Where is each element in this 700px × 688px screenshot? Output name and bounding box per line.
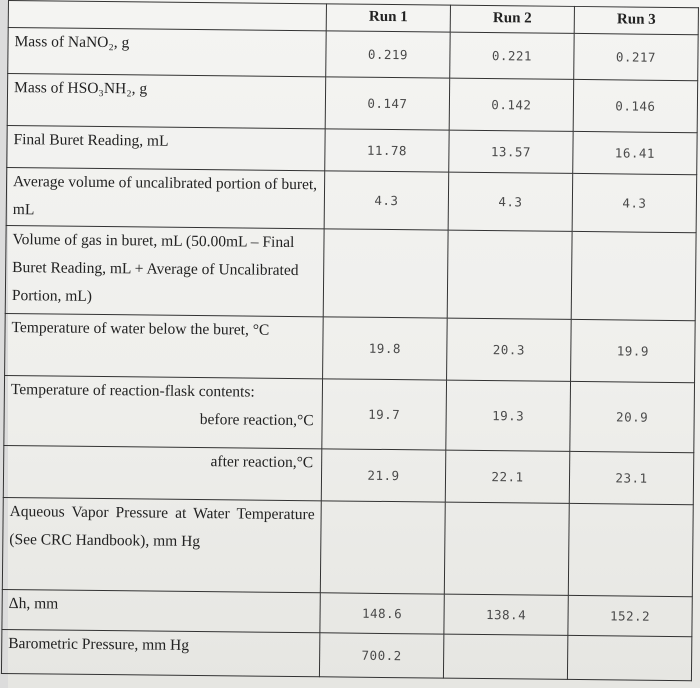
run2-value: [443, 634, 567, 679]
run3-value: [567, 635, 691, 680]
run1-value: 4.3: [324, 171, 449, 230]
run3-value: 20.9: [570, 381, 695, 452]
row-label: Temperature of reaction-flask contents:: [10, 381, 255, 401]
row-label-group: [4, 375, 323, 448]
row-label: Final Buret Reading, mL: [7, 125, 325, 170]
table-row: [5, 225, 696, 320]
run3-value: 0.217: [574, 33, 698, 80]
run1-value: 0.147: [325, 77, 450, 130]
run3-value: [568, 503, 693, 596]
run3-value: 16.41: [573, 131, 697, 174]
table-row: [1, 629, 691, 680]
row-label: Aqueous Vapor Pressure at Water Temperature (See CRC Handbook), mm Hg: [2, 497, 321, 592]
header-run-2: Run 2: [450, 5, 574, 33]
run1-value: 700.2: [319, 633, 443, 678]
row-label: Average volume of uncalibrated portion of buret, mL: [6, 167, 325, 228]
row-label: Mass of HSO₃NH₂, g: [7, 74, 326, 129]
run1-value: [323, 229, 448, 318]
run2-value: 0.221: [450, 32, 574, 79]
run2-value: 13.57: [449, 130, 573, 173]
row-sublabel: before reaction,°C: [199, 411, 314, 430]
run3-value: 19.9: [571, 319, 696, 382]
table-row: [3, 445, 694, 504]
run1-value: 19.7: [322, 379, 447, 450]
data-table: [1, 0, 699, 681]
table-row: [4, 375, 695, 452]
run2-value: 22.1: [445, 450, 570, 503]
run1-value: 148.6: [320, 593, 444, 634]
run2-value: 19.3: [446, 380, 571, 451]
table-row: [2, 497, 693, 596]
run2-value: 138.4: [444, 594, 568, 635]
run1-value: [320, 501, 445, 594]
run2-value: 4.3: [448, 172, 573, 231]
table-row: [6, 167, 697, 232]
row-label: Volume of gas in buret, mL (50.00mL – Final Buret Reading, mL + Average of Uncalibrated Portion, mL): [5, 225, 324, 316]
worksheet-photo: [8, 0, 700, 688]
table-row: [7, 74, 698, 133]
run2-value: [444, 502, 569, 595]
table-row: [5, 313, 696, 382]
row-label: after reaction,°C: [3, 445, 322, 500]
run1-value: 0.219: [326, 31, 450, 78]
run3-value: 4.3: [572, 173, 697, 232]
header-run-3: Run 3: [574, 6, 698, 34]
row-label: Mass of NaNO₂, g: [8, 28, 326, 77]
run3-value: 0.146: [573, 79, 698, 132]
table-row: [7, 125, 697, 174]
run2-value: 0.142: [449, 78, 574, 131]
row-label: Temperature of water below the buret, °C: [5, 313, 324, 378]
table-row: [8, 28, 698, 81]
run1-value: 11.78: [325, 129, 449, 172]
run1-value: 19.8: [323, 317, 448, 380]
run3-value: 23.1: [569, 451, 694, 504]
header-run-1: Run 1: [326, 4, 450, 32]
run1-value: 21.9: [321, 449, 446, 502]
row-label: Barometric Pressure, mm Hg: [1, 629, 319, 676]
run2-value: [447, 230, 572, 319]
run3-value: 152.2: [568, 595, 692, 636]
run3-value: [571, 231, 696, 320]
row-label: Δh, mm: [2, 589, 320, 632]
header-corner: [8, 1, 326, 31]
run2-value: 20.3: [447, 318, 572, 381]
